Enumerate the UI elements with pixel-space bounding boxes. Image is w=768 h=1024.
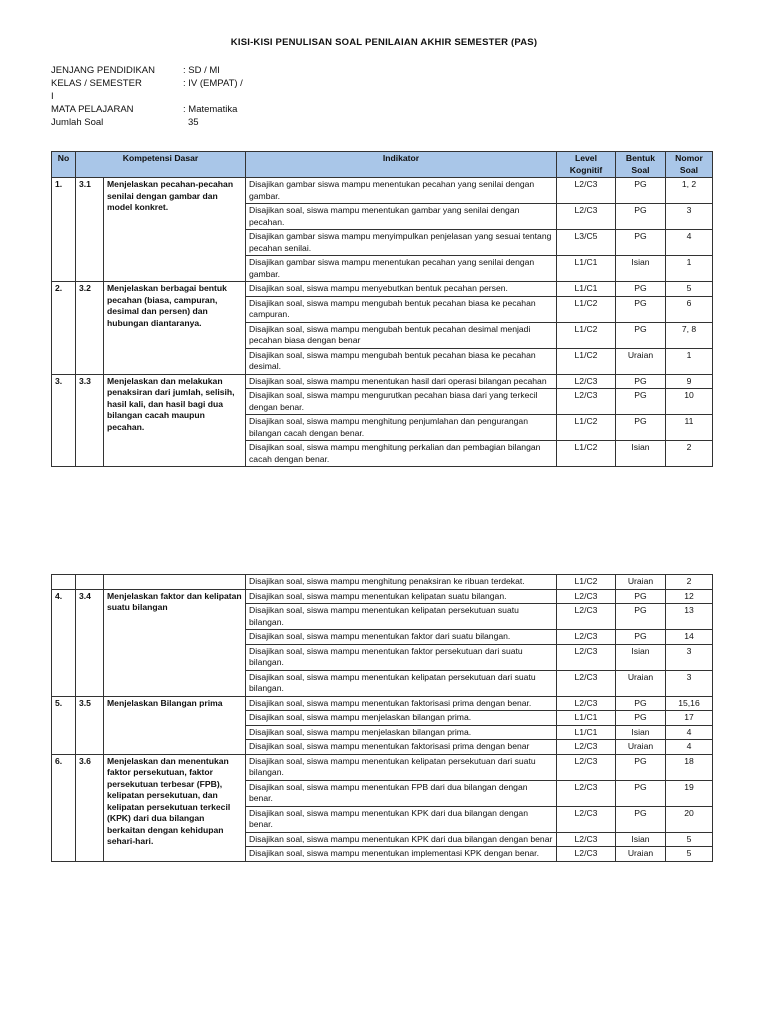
cell-nomor: 11: [666, 415, 713, 441]
cell-level: L1/C1: [557, 725, 616, 740]
meta-row: [51, 77, 243, 90]
table-row: [52, 696, 713, 711]
cell-indikator: Disajikan soal, siswa mampu menentukan faktorisasi prima dengan benar: [246, 740, 557, 755]
header-no: No: [52, 152, 76, 178]
cell-level: L1/C2: [557, 415, 616, 441]
cell-indikator: Disajikan soal, siswa mampu mengubah bentuk pecahan desimal menjadi pecahan biasa dengan benar: [246, 322, 557, 348]
cell-bentuk: PG: [616, 230, 666, 256]
cell-bentuk: PG: [616, 589, 666, 604]
cell-level: L2/C3: [557, 374, 616, 389]
cell-indikator: Disajikan soal, siswa mampu mengubah bentuk pecahan biasa ke pecahan campuran.: [246, 296, 557, 322]
cell-indikator: Disajikan soal, siswa mampu menentukan implementasi KPK dengan benar.: [246, 847, 557, 862]
meta-label: Jumlah Soal: [51, 117, 104, 128]
cell-no: 1.: [52, 178, 76, 282]
cell-nomor: 10: [666, 389, 713, 415]
cell-nomor: 5: [666, 832, 713, 847]
cell-nomor: 12: [666, 589, 713, 604]
cell-indikator: Disajikan soal, siswa mampu menentukan kelipatan persekutuan suatu bilangan.: [246, 604, 557, 630]
meta-value: 35: [188, 117, 199, 128]
cell-no: 5.: [52, 696, 76, 754]
cell-nomor: 7, 8: [666, 322, 713, 348]
cell-nomor: 18: [666, 754, 713, 780]
cell-level: L2/C3: [557, 670, 616, 696]
cell-bentuk: PG: [616, 322, 666, 348]
cell-indikator: Disajikan soal, siswa mampu menjelaskan bilangan prima.: [246, 725, 557, 740]
cell-kd-number: [76, 575, 104, 590]
cell-kd: Menjelaskan faktor dan kelipatan suatu bilangan: [104, 589, 246, 696]
cell-kd: [104, 575, 246, 590]
cell-nomor: 9: [666, 374, 713, 389]
cell-level: L2/C3: [557, 178, 616, 204]
cell-bentuk: PG: [616, 754, 666, 780]
cell-indikator: Disajikan gambar siswa mampu menentukan pecahan yang senilai dengan gambar.: [246, 256, 557, 282]
cell-bentuk: Uraian: [616, 847, 666, 862]
table-body: [52, 178, 713, 467]
cell-bentuk: Isian: [616, 832, 666, 847]
meta-value: : Matematika: [183, 104, 238, 115]
cell-level: L1/C2: [557, 441, 616, 467]
cell-level: L1/C1: [557, 711, 616, 726]
meta-value: : SD / MI: [183, 65, 220, 76]
meta-label: KELAS / SEMESTER: [51, 78, 142, 89]
table-body: [52, 575, 713, 862]
cell-bentuk: Uraian: [616, 348, 666, 374]
cell-indikator: Disajikan soal, siswa mampu mengurutkan pecahan biasa dari yang terkecil dengan benar.: [246, 389, 557, 415]
cell-indikator: Disajikan soal, siswa mampu menentukan hasil dari operasi bilangan pecahan: [246, 374, 557, 389]
header-nomor-soal: Nomor Soal: [666, 152, 713, 178]
cell-indikator: Disajikan soal, siswa mampu menghitung penjumlahan dan pengurangan bilangan cacah dengan benar.: [246, 415, 557, 441]
table-row: [52, 178, 713, 204]
cell-nomor: 3: [666, 204, 713, 230]
cell-indikator: Disajikan soal, siswa mampu menentukan faktorisasi prima dengan benar.: [246, 696, 557, 711]
cell-kd-number: 3.5: [76, 696, 104, 754]
cell-level: L3/C5: [557, 230, 616, 256]
cell-bentuk: Isian: [616, 256, 666, 282]
meta-row: [51, 116, 243, 129]
meta-row: [51, 103, 243, 116]
cell-indikator: Disajikan soal, siswa mampu menentukan gambar yang senilai dengan pecahan.: [246, 204, 557, 230]
cell-indikator: Disajikan soal, siswa mampu menentukan faktor persekutuan dari suatu bilangan.: [246, 644, 557, 670]
cell-nomor: 15,16: [666, 696, 713, 711]
cell-bentuk: PG: [616, 696, 666, 711]
table-row: [52, 575, 713, 590]
cell-bentuk: Isian: [616, 441, 666, 467]
cell-level: L2/C3: [557, 644, 616, 670]
cell-indikator: Disajikan gambar siswa mampu menyimpulkan penjelasan yang sesuai tentang pecahan senilai.: [246, 230, 557, 256]
cell-no: 2.: [52, 282, 76, 375]
cell-indikator: Disajikan soal, siswa mampu menghitung perkalian dan pembagian bilangan cacah dengan benar.: [246, 441, 557, 467]
cell-kd: Menjelaskan pecahan-pecahan senilai dengan gambar dan model konkret.: [104, 178, 246, 282]
cell-kd-number: 3.4: [76, 589, 104, 696]
header-level-kognitif: Level Kognitif: [557, 152, 616, 178]
cell-nomor: 13: [666, 604, 713, 630]
cell-level: L1/C2: [557, 575, 616, 590]
cell-indikator: Disajikan gambar siswa mampu menentukan pecahan yang senilai dengan gambar.: [246, 178, 557, 204]
cell-bentuk: PG: [616, 178, 666, 204]
cell-nomor: 1: [666, 348, 713, 374]
kisi-kisi-table-1: [51, 151, 713, 467]
cell-kd-number: 3.3: [76, 374, 104, 467]
cell-indikator: Disajikan soal, siswa mampu menentukan kelipatan persekutuan dari suatu bilangan.: [246, 754, 557, 780]
cell-level: L2/C3: [557, 696, 616, 711]
cell-nomor: 2: [666, 441, 713, 467]
document-meta: [51, 64, 243, 129]
cell-level: L1/C1: [557, 282, 616, 297]
cell-level: L2/C3: [557, 630, 616, 645]
cell-nomor: 17: [666, 711, 713, 726]
cell-kd-number: 3.1: [76, 178, 104, 282]
cell-indikator: Disajikan soal, siswa mampu menentukan kelipatan suatu bilangan.: [246, 589, 557, 604]
cell-no: 4.: [52, 589, 76, 696]
cell-nomor: 3: [666, 644, 713, 670]
cell-kd: Menjelaskan Bilangan prima: [104, 696, 246, 754]
cell-bentuk: PG: [616, 389, 666, 415]
cell-bentuk: Uraian: [616, 740, 666, 755]
cell-indikator: Disajikan soal, siswa mampu menentukan KPK dari dua bilangan dengan benar.: [246, 806, 557, 832]
cell-kd: Menjelaskan dan menentukan faktor persekutuan, faktor persekutuan terbesar (FPB), kelipatan persekutuan, dan kelipatan persekutuan terkecil (KPK) dari dua bilangan berkaitan dengan kehidupan sehari-hari.: [104, 754, 246, 861]
cell-level: L2/C3: [557, 847, 616, 862]
cell-no: 3.: [52, 374, 76, 467]
cell-bentuk: PG: [616, 296, 666, 322]
cell-bentuk: PG: [616, 415, 666, 441]
table-row: [52, 282, 713, 297]
cell-bentuk: PG: [616, 806, 666, 832]
meta-value: : IV (EMPAT) /: [183, 78, 243, 89]
cell-level: L1/C2: [557, 322, 616, 348]
cell-nomor: 6: [666, 296, 713, 322]
meta-label: MATA PELAJARAN: [51, 104, 134, 115]
cell-bentuk: PG: [616, 711, 666, 726]
cell-level: L1/C1: [557, 256, 616, 282]
cell-bentuk: Isian: [616, 725, 666, 740]
cell-indikator: Disajikan soal, siswa mampu menentukan kelipatan persekutuan dari suatu bilangan.: [246, 670, 557, 696]
cell-bentuk: PG: [616, 604, 666, 630]
cell-nomor: 1: [666, 256, 713, 282]
cell-nomor: 2: [666, 575, 713, 590]
meta-row: [51, 64, 243, 77]
cell-level: L2/C3: [557, 389, 616, 415]
document-title: KISI-KISI PENULISAN SOAL PENILAIAN AKHIR SEMESTER (PAS): [230, 37, 538, 48]
cell-level: L1/C2: [557, 296, 616, 322]
cell-kd: Menjelaskan dan melakukan penaksiran dari jumlah, selisih, hasil kali, dan hasil bagi dua bilangan cacah maupun pecahan.: [104, 374, 246, 467]
table-row: [52, 374, 713, 389]
cell-bentuk: PG: [616, 204, 666, 230]
cell-indikator: Disajikan soal, siswa mampu menyebutkan bentuk pecahan persen.: [246, 282, 557, 297]
cell-kd-number: 3.2: [76, 282, 104, 375]
table-row: [52, 754, 713, 780]
cell-indikator: Disajikan soal, siswa mampu menentukan KPK dari dua bilangan dengan benar: [246, 832, 557, 847]
kisi-kisi-table-2: [51, 574, 713, 862]
cell-level: L1/C2: [557, 348, 616, 374]
cell-level: L2/C3: [557, 754, 616, 780]
meta-label: I: [51, 91, 54, 102]
cell-level: L2/C3: [557, 204, 616, 230]
cell-kd-number: 3.6: [76, 754, 104, 861]
cell-bentuk: Uraian: [616, 670, 666, 696]
table-row: [52, 589, 713, 604]
cell-bentuk: Isian: [616, 644, 666, 670]
cell-bentuk: PG: [616, 282, 666, 297]
cell-nomor: 4: [666, 740, 713, 755]
cell-level: L2/C3: [557, 604, 616, 630]
meta-label: JENJANG PENDIDIKAN: [51, 65, 155, 76]
cell-indikator: Disajikan soal, siswa mampu menentukan FPB dari dua bilangan dengan benar.: [246, 780, 557, 806]
meta-row: [51, 90, 243, 103]
cell-level: L2/C3: [557, 589, 616, 604]
header-indikator: Indikator: [246, 152, 557, 178]
cell-bentuk: PG: [616, 374, 666, 389]
cell-nomor: 5: [666, 282, 713, 297]
cell-level: L2/C3: [557, 780, 616, 806]
cell-nomor: 19: [666, 780, 713, 806]
cell-level: L2/C3: [557, 740, 616, 755]
cell-indikator: Disajikan soal, siswa mampu menentukan faktor dari suatu bilangan.: [246, 630, 557, 645]
cell-bentuk: PG: [616, 630, 666, 645]
cell-nomor: 4: [666, 725, 713, 740]
cell-no: 6.: [52, 754, 76, 861]
cell-bentuk: Uraian: [616, 575, 666, 590]
table-header-row: [52, 152, 713, 178]
cell-nomor: 20: [666, 806, 713, 832]
cell-nomor: 4: [666, 230, 713, 256]
header-kompetensi-dasar: Kompetensi Dasar: [76, 152, 246, 178]
cell-nomor: 5: [666, 847, 713, 862]
cell-nomor: 14: [666, 630, 713, 645]
cell-indikator: Disajikan soal, siswa mampu menjelaskan bilangan prima.: [246, 711, 557, 726]
cell-nomor: 1, 2: [666, 178, 713, 204]
cell-level: L2/C3: [557, 806, 616, 832]
cell-bentuk: PG: [616, 780, 666, 806]
cell-level: L2/C3: [557, 832, 616, 847]
header-bentuk-soal: Bentuk Soal: [616, 152, 666, 178]
cell-indikator: Disajikan soal, siswa mampu mengubah bentuk pecahan biasa ke pecahan desimal.: [246, 348, 557, 374]
cell-kd: Menjelaskan berbagai bentuk pecahan (biasa, campuran, desimal dan persen) dan hubungan diantaranya.: [104, 282, 246, 375]
cell-nomor: 3: [666, 670, 713, 696]
cell-indikator: Disajikan soal, siswa mampu menghitung penaksiran ke ribuan terdekat.: [246, 575, 557, 590]
cell-no: [52, 575, 76, 590]
